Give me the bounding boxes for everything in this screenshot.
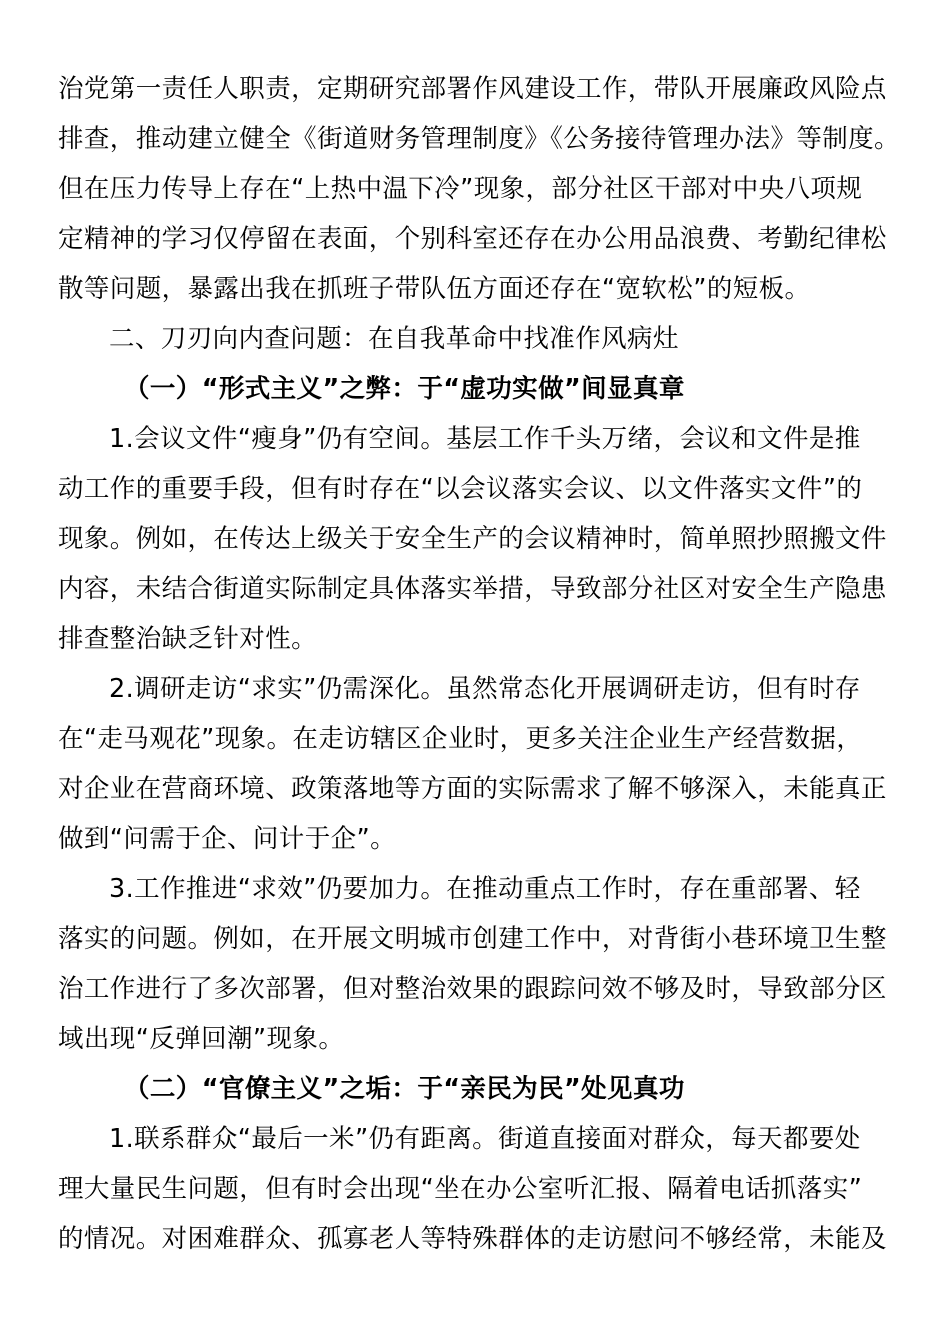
paragraph-start-line: 3.工作推进“求效”仍要加力。在推动重点工作时，存在重部署、轻 (109, 874, 861, 904)
body-line: 落实的问题。例如，在开展文明城市创建工作中，对背街小巷环境卫生整 (58, 924, 887, 954)
subsection-heading: （二）“官僚主义”之垢：于“亲民为民”处见真功 (124, 1074, 685, 1104)
body-line: 现象。例如，在传达上级关于安全生产的会议精神时，简单照抄照搬文件 (58, 524, 887, 554)
subsection-heading: （一）“形式主义”之弊：于“虚功实做”间显真章 (124, 374, 685, 404)
body-line: 理大量民生问题，但有时会出现“坐在办公室听汇报、隔着电话抓落实” (58, 1174, 863, 1204)
body-line: 内容，未结合街道实际制定具体落实举措，导致部分社区对安全生产隐患 (58, 574, 887, 604)
body-line: 做到“问需于企、问计于企”。 (58, 824, 397, 854)
body-line: 治工作进行了多次部署，但对整治效果的跟踪问效不够及时，导致部分区 (58, 974, 887, 1004)
body-line: 但在压力传导上存在“上热中温下冷”现象，部分社区干部对中央八项规 (58, 174, 863, 204)
body-line: 散等问题，暴露出我在抓班子带队伍方面还存在“宽软松”的短板。 (58, 274, 811, 304)
body-line: 动工作的重要手段，但有时存在“以会议落实会议、以文件落实文件”的 (58, 474, 863, 504)
body-line: 排查整治缺乏针对性。 (58, 624, 318, 654)
body-line: 对企业在营商环境、政策落地等方面的实际需求了解不够深入，未能真正 (58, 774, 887, 804)
body-line: 排查，推动建立健全《街道财务管理制度》《公务接待管理办法》等制度。 (58, 124, 900, 154)
paragraph-start-line: 1.联系群众“最后一米”仍有距离。街道直接面对群众，每天都要处 (109, 1124, 861, 1154)
body-line: 在“走马观花”现象。在走访辖区企业时，更多关注企业生产经营数据， (58, 724, 863, 754)
body-line: 的情况。对困难群众、孤寡老人等特殊群体的走访慰问不够经常，未能及 (58, 1224, 887, 1254)
paragraph-start-line: 1.会议文件“瘦身”仍有空间。基层工作千头万绪，会议和文件是推 (109, 424, 861, 454)
section-heading: 二、刀刃向内查问题：在自我革命中找准作风病灶 (109, 324, 679, 354)
paragraph-start-line: 2.调研走访“求实”仍需深化。虽然常态化开展调研走访，但有时存 (109, 674, 861, 704)
document-page (58, 64, 900, 1264)
body-line: 定精神的学习仅停留在表面，个别科室还存在办公用品浪费、考勤纪律松 (58, 224, 887, 254)
body-line: 治党第一责任人职责，定期研究部署作风建设工作，带队开展廉政风险点 (58, 74, 887, 104)
body-line: 域出现“反弹回潮”现象。 (58, 1024, 345, 1054)
